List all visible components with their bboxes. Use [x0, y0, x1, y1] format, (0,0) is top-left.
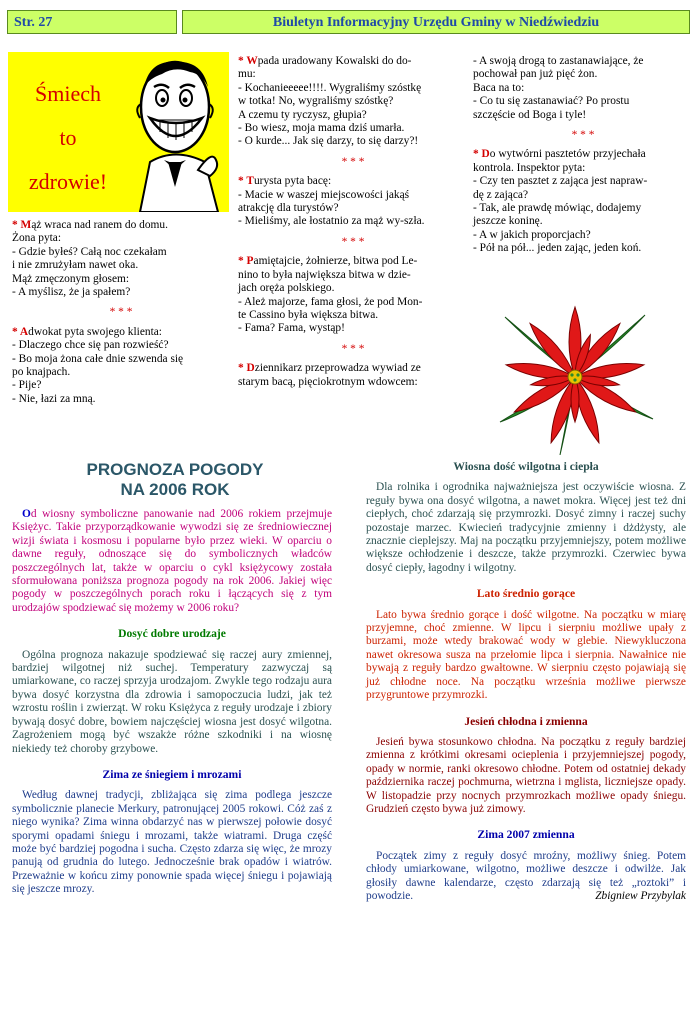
- joke-line: - Bo moja żona całe dnie szwenda się: [12, 352, 184, 365]
- joke-line: - Bo wiesz, moja mama dziś umarła.: [238, 122, 405, 135]
- joke-line: nino to była największa bitwa w dzie-: [238, 268, 411, 281]
- joke-line: - A myślisz, że ja spałem?: [12, 286, 131, 299]
- section-title: Zima 2007 zmienna: [477, 828, 575, 842]
- joke-line: - Macie w waszej miejscowości jakąś: [238, 188, 410, 201]
- joke-line: - Czy ten pasztet z zająca jest napraw-: [473, 175, 648, 188]
- joke-separator: * * *: [341, 342, 365, 355]
- joke-line: Mąż zmęczonym głosem:: [12, 272, 130, 285]
- joke-line: * Mąż wraca nad ranem do domu.: [12, 219, 168, 231]
- forecast-right-column: [366, 460, 686, 903]
- joke-line: - Pije?: [12, 379, 42, 392]
- section-text: Początek zimy z reguły dosyć mroźny, możliwy śnieg. Potem chłody umiarkowane, wilgotno, możliwe deszcze i odwilże. Jak głosiły dawne kalendarze, często zdarzają się też „roztoki” i powodzie. Zbigniew Przybylak: [366, 849, 686, 902]
- joke-line: szczęście od Boga i tyle!: [473, 108, 587, 121]
- joke-line: pochował pan już pięć żon.: [473, 68, 598, 81]
- joke-line: * Wpada uradowany Kowalski do do-: [238, 55, 412, 67]
- joke-separator: * * *: [341, 155, 365, 168]
- joke-line: * Turysta pyta bacę:: [238, 175, 332, 188]
- joke-line: Baca na to:: [473, 81, 525, 94]
- section-text: Ogólna prognoza nakazuje spodziewać się raczej aury zmiennej, bardziej wilgotnej niż suchej. Temperatury zazwyczaj są umiarkowane, co raczej sprzyja urodzajom. Zwykle tego rodzaju aura bywa dosyć korzystna dla zdrowia i samopoczucia ludzi, jak też wzrostu roślin i zwierząt. W roku Księżyca z reguły urodzaje i zbiory bywają dosyć dobre, bowiem najczęściej wiosna jest dosyć wilgotna. Zagrożeniem mogą być wszakże różne szkodniki i na wiosnę niekiedy też choroby grzybowe.: [12, 648, 332, 755]
- joke-line: - Pół na pół... jeden zając, jeden koń.: [473, 242, 642, 255]
- joke-line: * Pamiętajcie, żołnierze, bitwa pod Le-: [238, 255, 418, 268]
- forecast-intro: Od wiosny symboliczne panowanie nad 2006 rokiem przejmuje Księżyc. Takie przyporządkowanie wywodzi się ze średniowiecznej wizji świata i kosmosu i popularne było przez wieki. W oparciu o dawne reguły, odnoszące się do symbolicznych władców poszczególnych lat, także w oparciu o cykl księżycowy została sformułowana poniższa prognoza pogody na rok 2006. Jakiej więc pogody w poszczególnych porach roku i łączących się z tym urodzajów spodziewać się możemy w 2006 roku?: [12, 508, 332, 614]
- joke-line: kontrola. Inspektor pyta:: [473, 161, 586, 174]
- joke-line: - Dlaczego chce się pan rozwieść?: [12, 339, 169, 352]
- joke-line: w totka! No, wygraliśmy szóstkę?: [238, 95, 394, 108]
- joke-line: - O kurde... Jak się darzy, to się darzy?!: [238, 135, 419, 148]
- joke-line: mu:: [238, 68, 256, 81]
- section-title: Lato średnio gorące: [476, 587, 576, 601]
- joke-line: - Tak, ale prawdę mówiąc, dodajemy: [473, 202, 642, 215]
- joke-line: jach oręża polskiego.: [238, 282, 335, 295]
- section-text: Jesień bywa stosunkowo chłodna. Na początku z reguły bardziej zmienna z krótkimi okresami ocieplenia i przyjemniejszej pogody, opady w normie, ranki okresowo chłodne. Potem od ostatniej dekady października raczej pochmurna, wietrzna i mglista, liczniejsze opady. W listopadzie przy nocnych przymrozkach możliwe opady śniegu. Grudzień często bywa już zimowy.: [366, 735, 686, 815]
- joke-line: - Nie, łazi za mną.: [12, 392, 96, 405]
- joke-line: - Gdzie byłeś? Całą noc czekałam: [12, 245, 167, 258]
- joke-line: atrakcję dla turystów?: [238, 202, 339, 215]
- page-number: Str. 27: [7, 10, 177, 34]
- section-title: Jesień chłodna i zmienna: [464, 714, 588, 728]
- humor-column-3: [473, 55, 693, 256]
- humor-column-2: [238, 55, 468, 389]
- joke-line: A czemu ty ryczysz, głupia?: [238, 108, 367, 121]
- forecast-left-column: [12, 508, 332, 897]
- bulletin-title: Biuletyn Informacyjny Urzędu Gminy w Niedźwiedziu: [182, 10, 690, 34]
- joke-line: - Ależ majorze, fama głosi, że pod Mon-: [238, 295, 423, 308]
- joke-line: te Cassino była większa bitwa.: [238, 308, 379, 321]
- joke-line: Żona pyta:: [12, 232, 62, 245]
- section-title: Wiosna dość wilgotna i ciepła: [453, 460, 599, 473]
- joke-line: jeszcze koninę.: [473, 215, 543, 228]
- joke-line: - Mieliśmy, ale łostatnio za mąż wy-szła.: [238, 215, 425, 228]
- joke-line: dę z zająca?: [473, 188, 529, 201]
- joke-line: - A w jakich proporcjach?: [473, 228, 591, 241]
- humor-badge-text: Śmiech to zdrowie!: [28, 81, 108, 194]
- section-text: Lato bywa średnio gorące i dość wilgotne. Na początku w miarę przyjemne, choć zmienne. W lipcu i sierpniu możliwe upały z burzami, może wtedy brakować wody w glebie. Niewykluczona nawet okresowa susza na przełomie lipca i sierpnia. Nawałnice nie bywają z reguły bardzo gwałtowne. W sierpniu często pojawiają się już chłodne noce. Na początku września możliwe pierwsze przygruntowe przymrozki.: [366, 608, 686, 702]
- forecast-title: PROGNOZA POGODY NA 2006 ROK: [86, 460, 264, 499]
- section-text: Według dawnej tradycji, zbliżająca się zima podlega jeszcze symbolicznie planecie Merkury, patronującej 2005 rokowi. Cóż zaś z niego wynika? Zima winna obdarzyć nas w pierwszej połowie dosyć sporymi opadami śniegu i mrozami, także wiatrami. Druga część może być bardziej pogodna i sucha. Często zdarza się więc, że mrozy panują od grudnia do lutego. Jednocześnie brak opadów i wiatrów. Przeważnie w końcu zimy ponownie spada więcej śniegu i pojawiają się jeszcze mrozy.: [12, 789, 332, 896]
- joke-line: - Kochanieeeee!!!!. Wygraliśmy szóstkę: [238, 81, 422, 94]
- joke-line: * Dziennikarz przeprowadza wywiad ze: [238, 362, 421, 375]
- joke-line: i nie zmrużyłam nawet oka.: [12, 259, 139, 272]
- joke-line: po knajpach.: [12, 366, 71, 379]
- joke-line: - Fama? Fama, wystąp!: [238, 322, 345, 335]
- section-title: Zima ze śniegiem i mrozami: [102, 767, 242, 781]
- joke-line: * Adwokat pyta swojego klienta:: [12, 325, 162, 338]
- poinsettia-flower-illustration: [485, 295, 665, 455]
- joke-line: starym bacą, pięciokrotnym wdowcem:: [238, 375, 418, 388]
- humor-badge: [8, 52, 229, 212]
- joke-separator: * * *: [571, 129, 595, 142]
- author-signature: Zbigniew Przybylak: [595, 889, 686, 902]
- joke-separator: * * *: [341, 235, 365, 248]
- joke-line: * Do wytwórni pasztetów przyjechała: [473, 148, 646, 161]
- joke-line: - A swoją drogą to zastanawiające, że: [473, 55, 644, 67]
- joke-line: - Co tu się zastanawiać? Po prostu: [473, 95, 630, 108]
- smiling-man-illustration: [120, 52, 230, 212]
- section-text: Dla rolnika i ogrodnika najważniejsza jest oczywiście wiosna. Z reguły bywa ona dosyć wilgotna, a nawet mokra. Więcej jest też dni ciepłych, choć zdarzają się przymrozki. Dosyć zimny i raczej suchy pozostaje marzec. Kwiecień tradycyjnie zmienny i dżdżysty, ale znacznie cieplejszy. Maj na początku przyjemniejszy, potem możliwe większe ochłodzenie i deszcze, także przymrozki. Czerwiec bywa dosyć ciepły, łagodny i wilgotny.: [366, 481, 686, 574]
- humor-column-1: [12, 219, 230, 406]
- section-title: Dosyć dobre urodzaje: [118, 627, 226, 641]
- joke-separator: * * *: [109, 306, 133, 319]
